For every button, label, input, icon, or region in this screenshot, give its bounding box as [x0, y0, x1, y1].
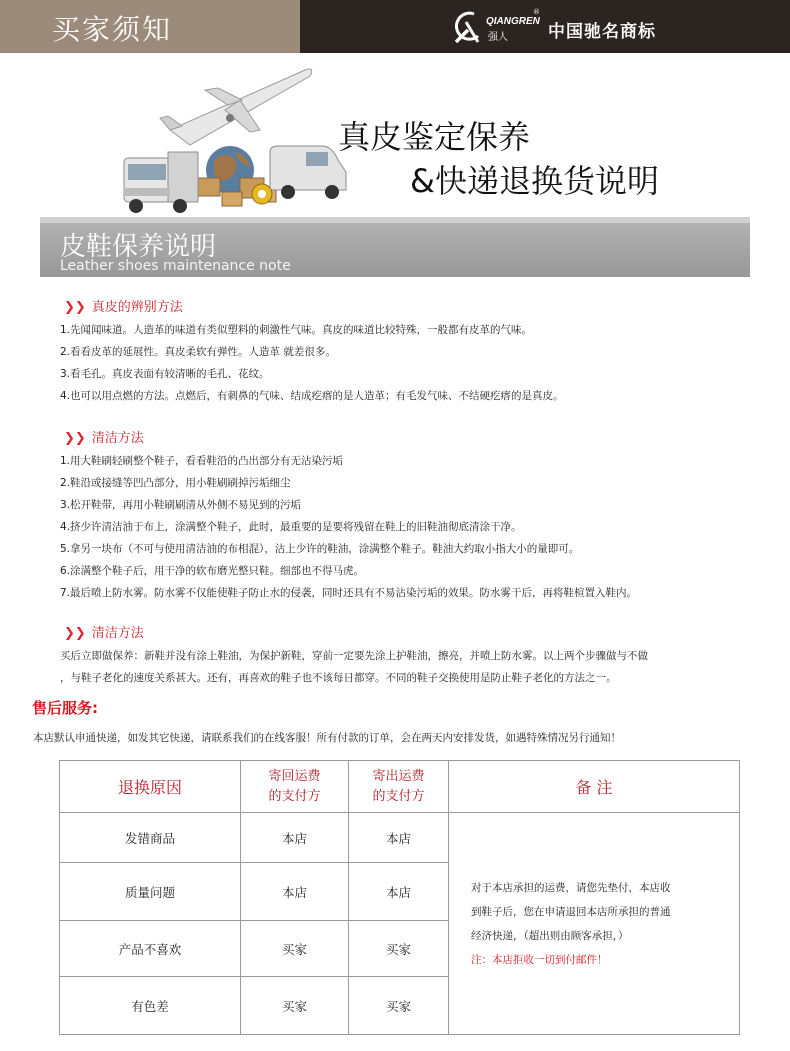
- logistics-illustration: [110, 60, 360, 220]
- cell-reason: 产品不喜欢: [60, 921, 241, 977]
- cell-return-payer: 买家: [241, 921, 349, 977]
- header-send-shipping: [349, 761, 449, 813]
- list-item: 7.最后喷上防水雾。防水雾不仅能使鞋子防止水的侵袭，同时还具有不易沾染污垢的效果。防水雾干后，再将鞋楦置入鞋内。: [60, 587, 638, 599]
- list-item: 2.看看皮革的延展性。真皮柔软有弹性。人造革 就差很多。: [60, 346, 336, 358]
- brand-logo-icon: [448, 8, 540, 46]
- double-chevron-icon: ❯❯: [64, 626, 86, 641]
- paragraph-line: ，与鞋子老化的速度关系甚大。还有，再喜欢的鞋子也不该每日都穿。不同的鞋子交换使用是防止鞋子老化的方法之一。: [60, 672, 617, 684]
- cell-reason: 质量问题: [60, 863, 241, 921]
- cell-reason: 发错商品: [60, 813, 241, 863]
- logo-cn-mark: 强人: [488, 32, 508, 43]
- list-item: 2.鞋沿或接缝等凹凸部分，用小鞋刷刷掉污垢细尘: [60, 477, 291, 489]
- van-icon: [270, 146, 346, 199]
- logo-wordmark: QIANGREN: [486, 16, 540, 27]
- header-return-shipping: [241, 761, 349, 813]
- list-item: 1.先闻闻味道。人造革的味道有类似塑料的刺激性气味。真皮的味道比较特殊，一般都有皮革的气味。: [60, 324, 533, 336]
- after-sales-heading: 售后服务:: [32, 699, 98, 717]
- list-item: 5.拿另一块布（不可与使用清洁油的布相混），沾上少许的鞋油，涂满整个鞋子。鞋油大约取小指大小的量即可。: [60, 543, 580, 555]
- header-send-line2: 的支付方: [372, 788, 425, 804]
- list-item: 3.看毛孔。真皮表面有较清晰的毛孔、花纹。: [60, 368, 270, 380]
- table-header-row: [60, 761, 740, 813]
- list-item: 6.涂满整个鞋子后，用干净的软布磨光整只鞋。细部也不得马虎。: [60, 565, 365, 577]
- header-remarks: 备 注: [449, 761, 740, 813]
- cell-reason: 有色差: [60, 977, 241, 1035]
- tape-icon: [252, 184, 272, 204]
- note-line: 到鞋子后，您在申请退回本店所承担的普通: [471, 905, 671, 918]
- cell-send-payer: 买家: [349, 977, 449, 1035]
- cell-send-payer: 本店: [349, 813, 449, 863]
- list-item: 4.也可以用点燃的方法。点燃后，有刺鼻的气味、结成疙瘩的是人造革；有毛发气味、不结硬疙瘩的是真皮。: [60, 390, 564, 402]
- cell-send-payer: 本店: [349, 863, 449, 921]
- return-policy-table: [59, 760, 740, 1035]
- double-chevron-icon: ❯❯: [64, 300, 86, 315]
- list-item: 1.用大鞋刷轻刷整个鞋子，看看鞋沿的凸出部分有无沾染污垢: [60, 455, 344, 467]
- truck-icon: [124, 152, 198, 213]
- banner-title: 皮鞋保养说明: [60, 232, 217, 262]
- cell-send-payer: 买家: [349, 921, 449, 977]
- cell-return-payer: 本店: [241, 813, 349, 863]
- banner-subtitle: Leather shoes maintenance note: [60, 258, 291, 274]
- list-item: 4.挤少许清洁油于布上，涂满整个鞋子，此时，最重要的是要将残留在鞋上的旧鞋油彻底清涂干净。: [60, 521, 522, 533]
- list-item: 3.松开鞋带，再用小鞋刷刷清从外侧不易见到的污垢: [60, 499, 302, 511]
- note-warning: 注：本店拒收一切到付邮件！: [471, 953, 608, 966]
- airplane-icon: [160, 69, 312, 145]
- after-sales-notice: 本店默认申通快递，如发其它快递，请联系我们的在线客服！所有付款的订单，会在两天内安排发货，如遇特殊情况另行通知！: [33, 732, 621, 744]
- hero-title-line1: 真皮鉴定保养: [338, 118, 531, 156]
- cell-return-payer: 买家: [241, 977, 349, 1035]
- section-heading-care: [64, 622, 144, 641]
- page-title: 买家须知: [52, 13, 173, 46]
- table-row: [60, 813, 740, 863]
- double-chevron-icon: ❯❯: [64, 431, 86, 446]
- banner-highlight: [40, 217, 750, 223]
- header-return-line2: 的支付方: [268, 788, 321, 804]
- section-heading-cleaning: [64, 427, 144, 446]
- trademark-mark: ®: [533, 8, 540, 16]
- section-heading-text: 真皮的辨别方法: [91, 300, 183, 315]
- cell-return-payer: 本店: [241, 863, 349, 921]
- paragraph-line: 买后立即做保养：新鞋并没有涂上鞋油，为保护新鞋，穿前一定要先涂上护鞋油，擦亮，并喷上防水雾。以上两个步骤做与不做: [60, 650, 648, 662]
- header-send-line1: 寄出运费: [372, 768, 425, 784]
- brand-slogan: 中国驰名商标: [548, 22, 656, 42]
- section-heading-text: 清洁方法: [91, 626, 144, 641]
- header-reason: 退换原因: [60, 761, 241, 813]
- remarks-cell: [449, 813, 740, 1035]
- section-heading-text: 清洁方法: [91, 431, 144, 446]
- section-heading-authenticity: [64, 296, 183, 315]
- hero-title-line2: &快递退换货说明: [410, 162, 659, 200]
- header-return-line1: 寄回运费: [268, 768, 321, 784]
- note-line: 经济快递，（超出则由顾客承担，）: [471, 929, 629, 942]
- note-line: 对于本店承担的运费，请您先垫付，本店收: [471, 881, 671, 894]
